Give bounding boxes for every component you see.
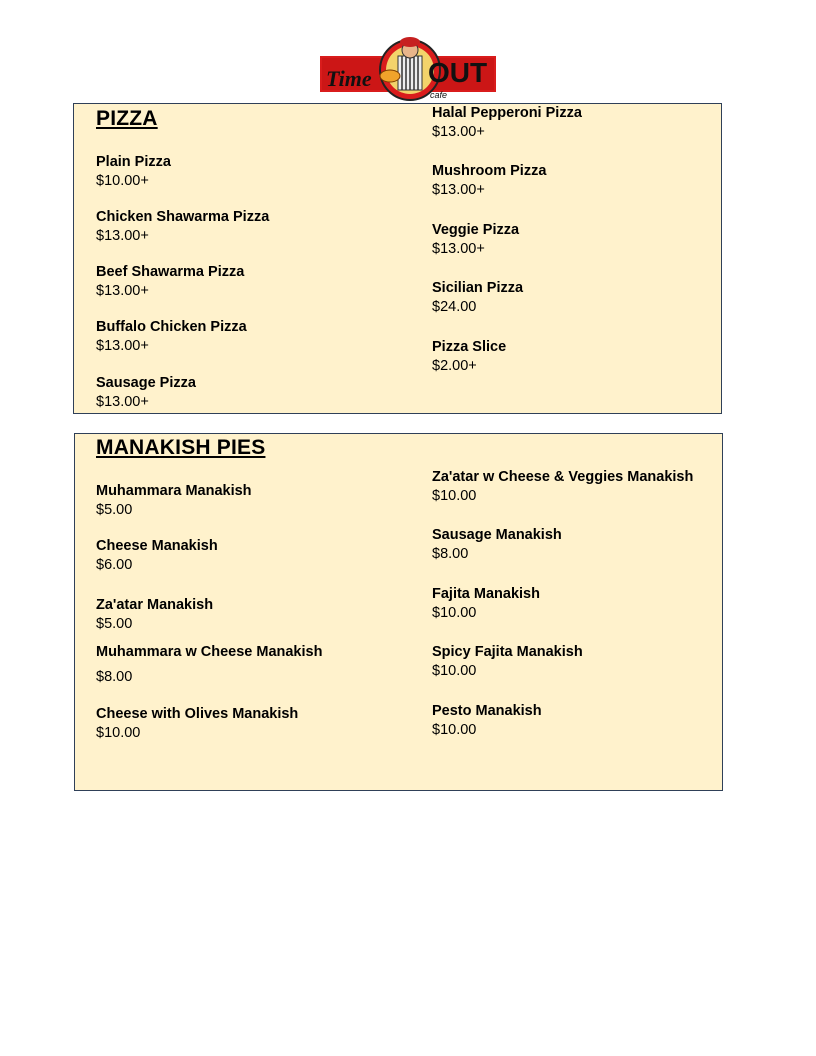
menu-item [432,279,523,317]
item-price: $10.00 [432,605,477,621]
menu-item [96,705,298,743]
item-name: Buffalo Chicken Pizza [96,319,247,335]
item-name: Sausage Manakish [432,527,562,543]
item-name: Za'atar Manakish [96,597,214,613]
item-price: $8.00 [96,669,133,685]
item-price: $13.00+ [432,241,485,257]
item-price: $13.00+ [96,338,149,354]
menu-item [432,162,546,200]
item-price: $5.00 [96,616,133,632]
item-price: $13.00+ [432,124,485,140]
menu-item [96,596,213,634]
item-price: $13.00+ [96,394,149,410]
item-name: Muhammara w Cheese Manakish [96,644,323,660]
menu-item [432,585,540,623]
item-price: $8.00 [432,546,469,562]
menu-item [96,482,252,520]
item-price: $10.00 [432,722,477,738]
item-name: Spicy Fajita Manakish [432,644,583,660]
item-name: Mushroom Pizza [432,163,547,179]
svg-text:OUT: OUT [428,57,488,88]
menu-item [432,643,583,681]
menu-item [96,153,171,191]
menu-item [432,702,542,740]
time-out-cafe-logo [318,36,498,104]
section-title-manakish: MANAKISH PIES [96,436,266,459]
svg-text:Time: Time [326,66,372,91]
item-price: $10.00 [96,725,141,741]
item-price: $2.00+ [432,358,477,374]
item-price: $10.00 [432,663,477,679]
menu-item [432,526,562,564]
item-price: $13.00+ [96,228,149,244]
menu-item [432,104,582,142]
svg-text:cafe: cafe [430,90,448,100]
item-name: Veggie Pizza [432,222,520,238]
pizza-section [73,103,722,414]
menu-item [432,221,519,259]
item-price: $10.00 [432,488,477,504]
item-name: Pesto Manakish [432,703,542,719]
menu-item [96,374,196,412]
menu-item [96,208,269,246]
item-price: $24.00 [432,299,477,315]
item-name: Cheese with Olives Manakish [96,706,299,722]
item-price: $5.00 [96,502,133,518]
item-price: $10.00+ [96,173,149,189]
item-name: Beef Shawarma Pizza [96,264,245,280]
section-title-pizza: PIZZA [96,107,158,130]
item-price: $13.00+ [96,283,149,299]
item-name: Plain Pizza [96,154,171,170]
item-price: $6.00 [96,557,133,573]
item-name: Pizza Slice [432,339,507,355]
item-name: Muhammara Manakish [96,483,252,499]
menu-item [432,468,693,506]
item-name: Sicilian Pizza [432,280,524,296]
item-name: Za'atar w Cheese & Veggies Manakish [432,469,694,485]
menu-item [96,318,247,356]
item-name: Halal Pepperoni Pizza [432,105,582,121]
menu-item [96,263,244,301]
item-name: Cheese Manakish [96,538,218,554]
manakish-section [74,433,723,791]
item-name: Chicken Shawarma Pizza [96,209,270,225]
menu-item [96,537,218,575]
menu-item [96,643,322,687]
item-name: Fajita Manakish [432,586,540,602]
item-price: $13.00+ [432,182,485,198]
menu-item [432,338,506,376]
item-name: Sausage Pizza [96,375,196,391]
